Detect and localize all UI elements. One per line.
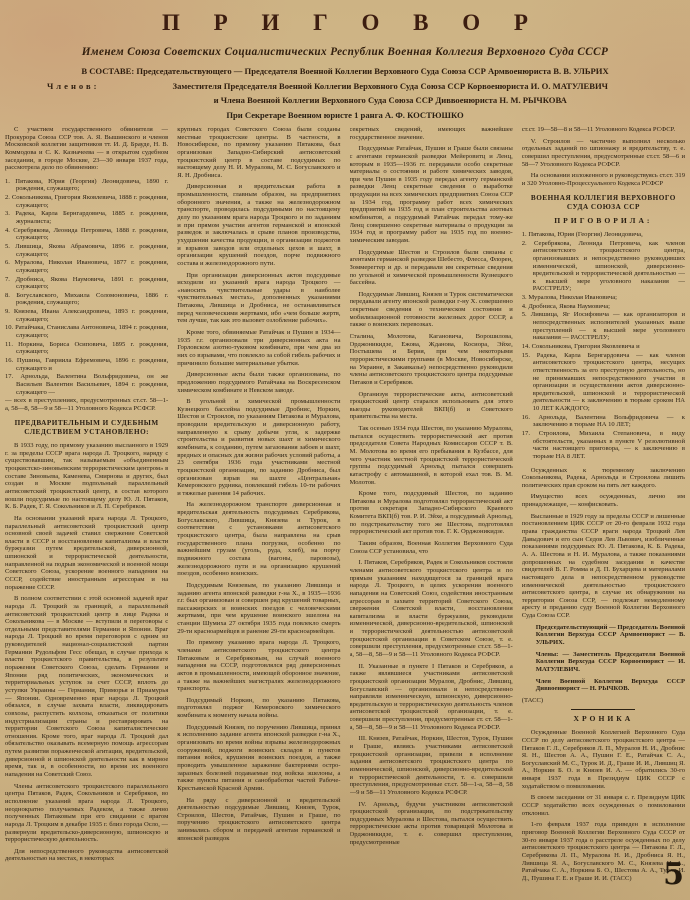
- defendant-list-item: 3. Радека, Карла Бернгардовича, 1885 г. рождения, журналиста;: [5, 210, 169, 226]
- paragraph: Организуя террористические акты, антисоветский троцкистский центр старался использовать для этого выезды руководителей ВКП(б) и Советского правительства на места.: [349, 390, 513, 421]
- paragraph: Члены антисоветского троцкистского параллельного центра Пятаков, Радек, Сокольников и Серебряков, во исполнение указаний врага народа Л. Троцкого, неоднократно получаемых Радеком, а также лично полученных Пятаковым при его свидании с врагом народа Л. Троцким в декабре 1935 г. близ города Осло, — развернули вредительско-диверсионную, шпионскую и террористическую деятельность.: [5, 782, 169, 844]
- paragraph: II. Указанные в пункте I Пятаков и Серебряков, а также являвшиеся участниками антисоветской троцкистской организации Муралов, Дробнис, Лившиц, Богуславский — организовали и непосредственно направляли изменническую, шпионскую, диверсионно-вредительскую и террористическую деятельность членов антисоветской троцкистской организации, т. е. совершили преступления, предусмотренные ст. ст. 58—1-а, 58—8, 58—9 и 58—11 Уголовного Кодекса РСФСР.: [349, 662, 513, 731]
- signature-line: Председательствующий — Председатель Военной Коллегии Верхсуда СССР Армвоенюрист — В. УЛЬРИХ.: [535, 623, 685, 646]
- paragraph: В угольной и химической промышленности Кузнецкого бассейна подсудимые Дробнис, Норкин, Шестов и Строилов, по указаниям Пятакова и Муралова, проводили вредительскую и диверсионную работу, направленную к срыву добычи угля, к задержке строительства и развития новых шахт и химического комбината, к созданию, путем загазования забоев и шахт, вредных и опасных для жизни рабочих условий работы, а 23 сентября 1936 года участниками местной троцкистской организации, по заданию Дробниса, был организован взрыв на шахте «Центральная» Кемеровского рудника, повлекший гибель 10-ти рабочих и тяжелые ранения 14 рабочих.: [177, 398, 341, 497]
- paragraph: I. Пятаков, Серебряков, Радек и Сокольников состояли членами антисоветского троцкистского центра и по прямым указаниям находящегося за границей врага народа Л. Троцкого, в целях ускорения военного нападения на Советский Союз, содействия иностранным агрессорам в захвате территорий Советского Союза, свержения Советской власти, восстановления капитализма и власти буржуазии, руководили изменнической, диверсионно-вредительской, шпионской и террористической деятельностью антисоветской троцкистской организации в Советском Союзе, т. е. совершили преступления, предусмотренные ст.ст. 58—1-а, 58—8, 58—9 и 58—11 Уголовного Кодекса РСФСР.: [349, 559, 513, 658]
- paragraph: В своем заседании от 31 января с. г. Президиум ЦИК СССР ходатайство всех осужденных о помиловании отклонил.: [521, 794, 685, 817]
- paragraph: Кроме того, обвиняемые Ратайчак и Пушин в 1934—1935 г.г. организовали три диверсионных акта на Горловском азотно-туковом комбинате, при чем два из них со взрывами, что повлекло за собой гибель рабочих и причинило большие материальные убытки.: [177, 329, 341, 367]
- verdict-column-2: [177, 126, 340, 898]
- member-line-2: и Члена Военной Коллегии Верховного Суда Союза ССР Диввоенюриста Н. М. РЫЧКОВА: [213, 95, 567, 105]
- paragraph: Сталина, Молотова, Кагановича, Ворошилова, Орджоникидзе, Ежова, Жданова, Косиора, Эйхе, Постышева и Берия, при чем некоторыми террористическими группами (в Москве, Новосибирске, на Украине, в Закавказье) непосредственно руководили члены антисоветского троцкистского центра подсудимые Пятаков и Серебряков.: [349, 333, 513, 386]
- defendant-list-item: 16. Пушина, Гавриила Ефремовича, 1896 г. рождения, служащего и: [5, 356, 169, 372]
- paragraph: Подсудимые Ратайчак, Пушин и Граше были связаны с агентами германской разведки Мейеровитц и Ленц, которым в 1935—1936 гг. передавали особо секретные материалы о состоянии и работе химических заводов, при чем Пушин в 1935 году передал агенту германской разведки Ленц секретные сведения о выработке продукции на всех химических предприятиях Союза ССР за 1934 год, программу работ всех химических предприятий на 1935 год и план строительства азотных комбинатов, а подсудимый Ратайчак передал тому-же Ленц совершенно секретные материалы о продукции за 1934 год и программу работ на 1935 год по военно-химическим заводам.: [349, 145, 513, 244]
- paragraph: По прямому указанию врага народа Л. Троцкого, членами антисоветского троцкистского центра Пятаковым и Серебряковым, на случай военного нападения на СССР, подготовлялся ряд диверсионных актов в промышленности, имеющей оборонное значение, а также на важнейших магистралях железнодорожного транспорта.: [177, 639, 341, 693]
- paragraph: V. Строилов — частично выполнил несколько отдельных заданий по шпионажу и вредительству, т. е. совершил преступления, предусмотренные ст.ст. 58—6 и 58—7 Уголовного Кодекса РСФСР.: [521, 137, 685, 168]
- paragraph: Диверсионная и вредительская работа в промышленности, главным образом, на предприятиях оборонного значения, а также на железнодорожном транспорте, проводилась подсудимыми по настоящему делу по указаниям врага народа Троцкого и по заданиям и при прямом участии агентов германской и японской разведок и заключалась в срыве планов производства, ухудшении качества продукции, в организации поджогов и взрывов заводов или отдельных цехов и шахт, в организации крушений поездов, порче подвижного состава и железнодорожного пути.: [177, 183, 341, 267]
- paragraph: Для непосредственного руководства антисоветской деятельностью на местах, в некоторых: [5, 847, 169, 863]
- section-heading: ВОЕННАЯ КОЛЛЕГИЯ ВЕРХОВНОГО СУДА СОЮЗА ССР: [530, 194, 676, 211]
- signature-line: Члены: — Заместитель Председателя Военной Коллегии Верхсуда СССР Корвоенюрист — И. МАТУЛЕВИЧ.: [535, 650, 685, 673]
- section-heading: ПРЕДВАРИТЕЛЬНЫМ И СУДЕБНЫМ СЛЕДСТВИЕМ УСТАНОВЛЕНО:: [14, 419, 159, 436]
- paragraph: IV. Арнольд, будучи участником антисоветской троцкистской организации, по подстрекательству подсудимых Муралова и Шестова, пытался осуществить террористические акты против товарищей Молотова и Орджоникидзе, т. е. совершил преступления, предусмотренные: [349, 800, 513, 846]
- paragraph: Осужденные Военной Коллегией Верховного Суда СССР по делу антисоветского троцкистского центра — Пятаков Г. Л., Серебряков Л. П., Муралов Н. И., Дробнис Я. Н., Шестов А. А., Пушин Г. Е., Ратайчак С. А., Богуславский М. С., Турок И. Д., Граше И. И., Лившиц Я. А., Норкин Б. О. и Князев И. А. — обратились 30-го января 1937 года в Президиум ЦИК СССР с ходатайством о помиловании.: [521, 729, 685, 790]
- defendant-list-item: 5. Лившица, Яг Иосифовича — как организаторов и непосредственных исполнителей указанных выше преступлений — к высшей мере уголовного наказания — РАССТРЕЛУ;: [521, 311, 685, 342]
- defendant-list-item: 10. Ратайчака, Станислава Антоновича, 1894 г. рождения, служащего;: [5, 324, 169, 340]
- paragraph: На железнодорожном транспорте диверсионная и вредительская деятельность подсудимых Серебрякова, Богуславского, Лившица, Князева и Турок, в соответствии с установками антисоветского троцкистского центра, была направлена на срыв государственного плана погрузки, особенно по важнейшим грузам (уголь, руда, хлеб), на порчу подвижного состава (вагоны, паровозы), железнодорожного пути и на организацию крушений поездов, особенно воинских.: [177, 501, 341, 578]
- paragraph: — всех в преступлениях, предусмотренных ст.ст. 58—1-а, 58—8, 58—9 и 58—11 Уголовного Кодекса РСФСР.: [5, 397, 169, 412]
- paragraph: В 1933 году, по прямому указанию высланного в 1929 г. за пределы СССР врага народа Л. Троцкого, наряду с существовавшим, так называемым «объединенным троцкистско-зиновьевским террористическим центром» в составе Зиновьева, Каменева, Смирнова и других, был создан в Москве подпольный параллельный антисоветский троцкистский центр, в состав которого вошли подсудимые по настоящему делу Ю. Л. Пятаков, К. Б. Радек, Г. Я. Сокольников и Л. П. Серебряков.: [5, 442, 169, 511]
- paragraph: Подсудимый Князев, по поручению Лившица, принял к исполнению задание агента японской разведки г-на X., организовать во время войны взрывы железнодорожных сооружений, поджоги воинских складов и пунктов питания войск, крушения воинских поездов, а также проводить умышленное заражение бактериями остро-заразных болезней подаваемые под войска эшелоны, а также пункты питания и санобработки частей Рабоче-Крестьянской Красной Армии.: [177, 723, 341, 792]
- defendant-list-item: 3. Муралова, Николая Ивановича;: [521, 294, 617, 302]
- paragraph: секретных сведений, имеющих важнейшее государственное значение.: [349, 126, 513, 141]
- defendant-list-item: 17. Строилова, Михаила Степановича, в виду обстоятельств, указанных в пункте V резолютивной части настоящего приговора, — к заключению в тюрьме НА 8 ЛЕТ.: [521, 429, 685, 460]
- paragraph: В полном соответствии с этой основной задачей враг народа Л. Троцкий за границей, а параллельный антисоветский троцкистский центр в лице Радека и Сокольникова — в Москве — вступили в переговоры с отдельными представителями Германии и Японии. Враг народа Л. Троцкий во время переговоров с одним из руководителей национал-социалистской партии Германии Рудольфом Гесс обещал, в случае прихода к власти троцкистского правительства, в результате поражения Советского Союза, сделать Германии и Японии ряд политических, экономических и территориальных уступок за счет СССР, вплоть до уступки Украины — Германии, Приморья и Приамурья — Японии. Одновременно враг народа Л. Троцкий обязался, в случае захвата власти, ликвидировать совхозы, распустить колхозы, отказаться от политики индустриализации страны и реставрировать на территории Советского Союза капиталистические отношения. Кроме того, враг народа Л. Троцкий дал обязательство оказывать всемерную помощь агрессорам путем развития пораженческой агитации, вредительской, диверсионной и шпионской деятельности как в мирное время, так и, в особенности, во время их военного нападения на Советский Союз.: [5, 595, 169, 779]
- defendant-list-item: 8. Богуславского, Михаила Соломоновича, 1886 г. рождения, служащего;: [5, 291, 169, 307]
- paragraph: III. Князев, Ратайчак, Норкин, Шестов, Турок, Пушин и Граше, являясь участниками антисоветской троцкистской организации, привели в исполнение задания антисоветского троцкистского центра по изменнической, шпионской, диверсионно-вредительской и террористической деятельности, т. е. совершили преступления, предусмотренные ст.ст. 58—1-а, 58—8, 58—9 и 58—11 Уголовного Кодекса РСФСР.: [349, 735, 513, 796]
- paragraph: С участием государственного обвинителя — Прокурора Союза ССР тов. А. Я. Вышинского и членов Московской коллегии защитников тт. И. Д. Брауде, Н. В. Коммодова и С. К. Казначеева — в открытом судебном заседании, в городе Москве, 23—30 января 1937 года, рассмотрела дело по обвинению:: [5, 126, 169, 172]
- verdict-header: [5, 10, 685, 120]
- section-heading: ПРИГОВОРИЛА:: [554, 216, 653, 226]
- defendant-list-item: 6. Муралова, Николая Ивановича, 1877 г. рождения, служащего;: [5, 259, 169, 274]
- section-divider: [571, 709, 635, 710]
- paragraph: Имущество всех осужденных, лично им принадлежащее, — конфисковать.: [521, 493, 685, 509]
- paragraph: Подсудимый Норкин, по указанию Пятакова, подготовлял поджог Кемеровского химического комбината к моменту начала войны.: [177, 696, 341, 720]
- defendant-list-item: 1. Пятакова, Юрия (Георгия) Леонидовича, 1890 г. рождения, служащего;: [5, 177, 169, 193]
- defendant-list-item: 2. Серебрякова, Леонида Петровича, как членов антисоветского троцкистского центра, организовавших и непосредственно руководивших изменнической, шпионской, диверсионно-вредительской и террористической деятельностью — к высшей мере уголовного наказания — РАССТРЕЛУ;: [521, 239, 685, 293]
- defendant-list-item: 16. Арнольда, Валентина Вольфридовича — к заключению в тюрьме НА 10 ЛЕТ;: [521, 413, 685, 429]
- paragraph: крупных городах Советского Союза были созданы местные троцкистские центры. В частности, в Новосибирске, по прямому указанию Пятакова, был организован Западно-Сибирский антисоветский троцкистский центр в составе подсудимых по настоящему делу Н. И. Муралова, М. С. Богуславского и Я. Н. Дробниса.: [177, 126, 341, 179]
- member-line-1: Заместителя Председателя Военной Коллегии Верховного Суда Союза ССР Корвоенюриста И. О. МАТУЛЕВИЧ: [172, 81, 608, 91]
- paragraph: Диверсионные акты были также организованы, по предложению подсудимого Ратайчака на Воскресенском химическом комбинате и Невском заводе.: [177, 371, 341, 394]
- page-number: 5: [663, 857, 684, 892]
- defendant-list-item: 14. Сокольникова, Григория Яковлевича и: [521, 342, 640, 350]
- defendant-list-item: 9. Князева, Ивана Александровича, 1893 г. рождения, служащего;: [5, 308, 169, 323]
- court-members-block: [47, 81, 655, 109]
- defendant-list-item: 17. Арнольда, Валентина Вольфридовича, он же Васильев Валентин Васильевич, 1894 г. рождения, служащего —: [5, 373, 169, 396]
- section-heading: ХРОНИКА: [573, 714, 634, 724]
- verdict-column-4: [522, 126, 685, 898]
- paragraph: При организации диверсионных актов подсудимые исходили из указаний врага народа Троцкого — «наносить чувствительные удары в наиболее чувствительных местах», дополненных указаниями Пятакова, Лившица и Дробниса, не останавливаться перед человеческими жертвами, ибо «чем больше жертв, тем лучше, так как это вызовет озлобление рабочих».: [177, 271, 341, 325]
- verdict-column-3: [350, 126, 513, 898]
- defendant-list-item: 4. Серебрякова, Леонида Петровича, 1888 г. рождения, служащего;: [5, 226, 169, 242]
- paragraph: Высланные в 1929 году за пределы СССР и лишенные постановлением ЦИК СССР от 20-го февраля 1932 года права гражданства СССР враги народа Троцкий Лев Давыдович и его сын Седов Лев Львович, изобличенные показаниями подсудимых Ю. Л. Пятакова, К. Б. Радека, А. А. Шестова и Н. И. Муралова, а также показаниями допрошенных на судебном заседании в качестве свидетелей В. Г. Ромма и Д. П. Бухарцева и материалами настоящего дела в непосредственном руководстве изменнической деятельностью троцкистского антисоветского центра, в случае их обнаружения на территории Союза ССР, — подлежат немедленному аресту и преданию суду Военной Коллегии Верховного Суда Союза ССР.: [521, 512, 685, 620]
- paragraph: Подсудимые Шестов и Строилов были связаны с агентами германской разведки Шебесто, Флесса, Флорен, Зоммерегтер и др. и передавали им секретные сведения по угольной и химической промышленности Кузнецкого бассейна.: [349, 248, 513, 287]
- verdict-body: [5, 126, 685, 898]
- paragraph: Подсудимым Князевым, по указанию Лившица и заданию агента японской разведки г-на X., в 1935—1936 г.г. был организован и совершен ряд крушений товарных, пассажирских и воинских поездов с человеческими жертвами, при чем крушение воинского эшелона на станции Шумиха 27 октября 1935 года повлекло смерть 29-ти красноармейцев и ранение 29-ти красноармейцев.: [177, 581, 341, 635]
- defendant-list-item: 1. Пятакова, Юрия (Георгия) Леонидовича,: [521, 230, 643, 238]
- verdict-column-1: [5, 126, 168, 898]
- defendant-list-item: 4. Дробниса, Якова Наумовича;: [521, 302, 610, 310]
- defendant-list-item: 7. Дробниса, Якова Наумовича, 1891 г. рождения, служащего;: [5, 275, 169, 291]
- paragraph: На основании указаний врага народа Л. Троцкого, параллельный антисоветский троцкистский центр основной своей задачей ставил свержение Советской власти в СССР и восстановление капитализма и власти буржуазии путем вредительской, диверсионной, шпионской и террористической деятельности, направленной на подрыв экономической и военной мощи Советского Союза, ускорение военного нападения на СССР, содействие иностранным агрессорам и на поражение СССР.: [5, 514, 169, 591]
- paragraph: (ТАСС): [521, 696, 544, 704]
- page-title: П Р И Г О В О Р: [162, 10, 542, 35]
- paragraph: 1-го февраля 1937 года приведен в исполнение приговор Военной Коллегии Верховного Суда СССР от 30-го января 1937 года о расстреле осужденных по делу антисоветского троцкистского центра — Пятакова Г. Л., Серебрякова Л. П., Муралова Н. И., Дробниса Я. Н., Лившица Я. А., Богуславского М. С., Князева И. А., Ратайчака С. А., Норкина Б. О., Шестова А. А., Турок И. Д., Пушина Г. Е. и Граше И. И. (ТАСС): [521, 821, 685, 882]
- paragraph: Кроме того, подсудимый Шестов, по заданию Пятакова и Муралова подготовлял террористический акт против секретаря Западно-Сибирского Краевого Комитета ВКП(б) тов. Р. И. Эйхе, а подсудимый Арнольд, по подстрекательству того же Шестова, подготовлял террористический акт против тов. Г. К. Орджоникидзе.: [349, 490, 513, 536]
- members-label: Членов:: [47, 81, 100, 91]
- paragraph: На основании изложенного и руководствуясь ст.ст. 319 и 320 Уголовно-Процессуального Кодекса РСФСР: [521, 172, 685, 187]
- defendant-list-item: 2. Сокольникова, Григория Яковлевича, 1888 г. рождения, служащего;: [5, 194, 169, 209]
- paragraph: ст.ст. 19—58—8 и 58—11 Уголовного Кодекса РСФСР.: [521, 126, 676, 133]
- defendant-list-item: 15. Радека, Карла Бернгардовича — как членов антисоветского троцкистского центра, несущих ответственность за его преступную деятельность, но не принимавших непосредственного участия в организации и осуществлении актов диверсионно-вредительской, шпионской и террористической деятельности — к заключению в тюрьме сроком НА 10 ЛЕТ КАЖДОГО;: [521, 351, 685, 413]
- paragraph: Подсудимые Лившиц, Князев и Турок систематически передавали агенту японской разведки г-ну X. совершенно секретные сведения о техническом состоянии и мобилизационной готовности железных дорог СССР, а также о воинских перевозках.: [349, 290, 513, 329]
- defendant-list-item: 5. Лившица, Якова Абрамовича, 1896 г. рождения, служащего;: [5, 242, 169, 258]
- paragraph: Осужденных к тюремному заключению Сокольникова, Радека, Арнольда и Строилова лишить политических прав сроком на пять лет каждого.: [521, 466, 685, 489]
- paragraph: Таким образом, Военная Коллегия Верховного Суда Союза ССР установила, что: [349, 540, 513, 555]
- paragraph: На ряду с диверсионной и вредительской деятельностью подсудимые Лившиц, Князев, Турок, Строилов, Шестов, Ратайчак, Пушин и Граше, по поручению троцкистского антисоветского центра занимались сбором и передачей агентам германской и японской разведок: [177, 796, 341, 842]
- signature-line: Член Военной Коллегии Верхсуда СССР Диввоенюрист — Н. РЫЧКОВ.: [535, 677, 685, 693]
- court-composition-line: В СОСТАВЕ: Председательствующего — Председателя Военной Коллегии Верховного Суда Союза ССР Армвоенюриста В. В. УЛЬРИХ: [81, 66, 609, 76]
- secretary-line: При Секретаре Военном юристе 1 ранга А. Ф. КОСТЮШКО: [226, 110, 464, 120]
- paragraph: Так осенью 1934 года Шестов, по указанию Муралова, пытался осуществить террористический акт против председателя Совета Народных Комиссаров СССР т. В. М. Молотова во время его пребывания в Кузбассе, для чего участник местной троцкистской террористической группы подсудимый Арнольд пытался совершить катастрофу с автомашиной, в которой ехал тов. В. М. Молотов.: [349, 425, 513, 486]
- defendant-list-item: 11. Норкина, Бориса Осиповича, 1895 г. рождения, служащего;: [5, 340, 169, 356]
- verdict-subtitle: Именем Союза Советских Социалистических Республик Военная Коллегия Верховного Суда СССР: [81, 46, 609, 58]
